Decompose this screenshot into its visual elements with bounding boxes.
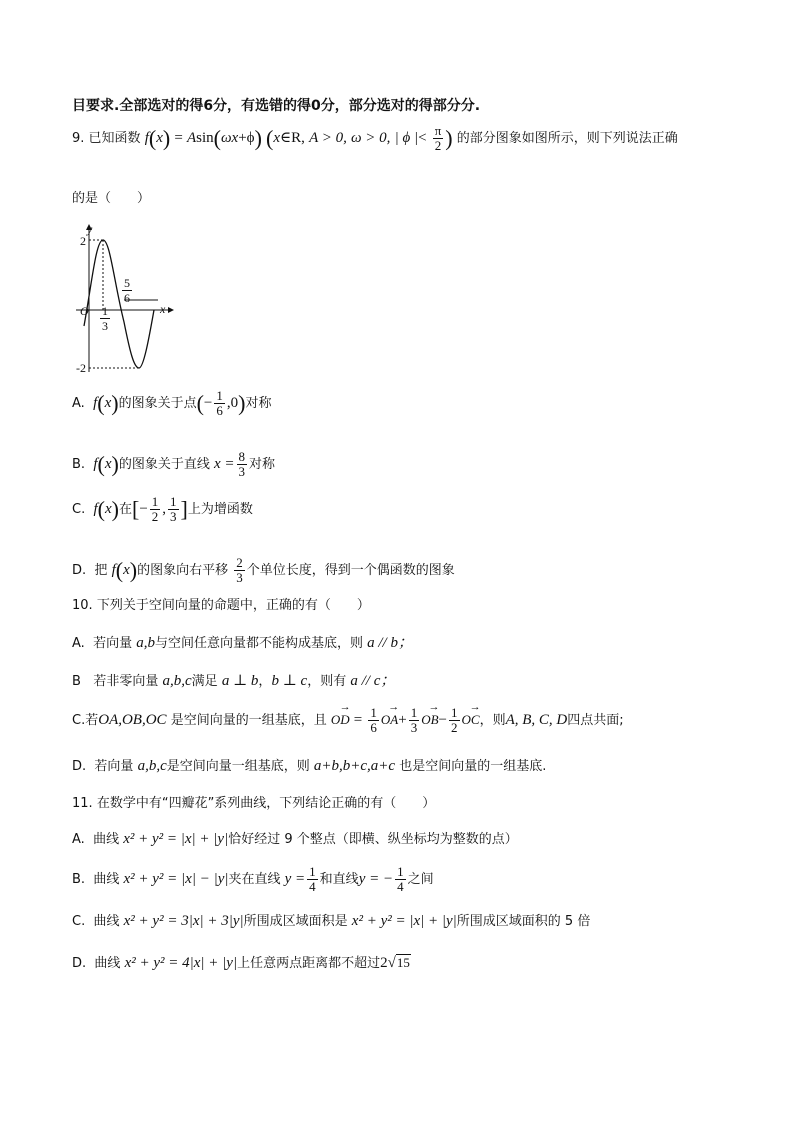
x-axis-arrow: [168, 307, 174, 313]
tick-one-third: $\frac{1}{3}$: [102, 304, 108, 333]
q11-option-c: C. 曲线 x² + y² = 3|x| + 3|y|所围成区域面积是 x² + y² = |x| + |y|所围成区域面积的 5 倍: [72, 913, 591, 929]
q9-option-c: C. f(x)在[− $\frac{1}{2}$ , $\frac{1}{3}$ ]上为增函数: [72, 494, 253, 524]
q10-option-c: C.若OA,OB,OC 是空间向量的一组基底，且 → OD = $\frac{1}{6}$ → OA+ $\frac{1}{3}$ → OB− $\frac{1}{2}$ → OC，则A, B, C, D四点共面;: [72, 706, 624, 735]
q10-option-b: B 若非零向量 a,b,c满足 a ⊥ b，b ⊥ c，则有 a // c；: [72, 673, 396, 689]
q11-option-d: D. 曲线 x² + y² = 4|x| + |y|上任意两点距离都不超过2√15: [72, 955, 410, 971]
q9-pi-over-2: $\frac{\pi}{2}$: [434, 123, 442, 153]
q10-stem: 10. 下列关于空间向量的命题中，正确的有（ ）: [72, 598, 370, 613]
x-axis-label: x: [160, 302, 166, 316]
y-bottom-label: -2: [76, 361, 86, 375]
q9-option-d: D. 把 f(x)的图象向右平移 $\frac{2}{3}$ 个单位长度，得到一个偶函数的图象: [72, 555, 455, 585]
q11-stem: 11. 在数学中有“四瓣花”系列曲线，下列结论正确的有（ ）: [72, 796, 436, 811]
y-top-label: 2: [80, 234, 86, 248]
tick-five-sixths: $\frac{5}{6}$: [124, 276, 130, 305]
q11-option-a: A. 曲线 x² + y² = |x| + |y|恰好经过 9 个整点（即横、纵坐标均为整数的点）: [72, 831, 518, 847]
origin-label: O: [80, 304, 89, 318]
sine-curve: [84, 240, 154, 368]
q11-option-b: B. 曲线 x² + y² = |x| − |y|夹在直线 y = $\frac{1}{4}$ 和直线y = − $\frac{1}{4}$ 之间: [72, 864, 434, 894]
y-axis-label: y: [87, 222, 93, 236]
q10-option-d: D. 若向量 a,b,c是空间向量一组基底，则 a+b,b+c,a+c 也是空间向量的一组基底.: [72, 758, 547, 774]
q9-option-b: B. f(x)的图象关于直线 x = $\frac{8}{3}$ 对称: [72, 449, 276, 479]
q9-number: 9.: [72, 131, 85, 146]
q9-tail: 的是（ ）: [72, 191, 151, 206]
q9-stem: 9. 已知函数 f(x) = Asin(ωx+ϕ) (x∈R, A > 0, ω > 0, | ϕ |< $\frac{\pi}{2}$ ) 的部分图象如图所示，则下列说法正确: [72, 123, 678, 153]
q9-option-a: A. f(x)的图象关于点(− $\frac{1}{6}$ ,0)对称: [72, 388, 272, 418]
q10-option-a: A. 若向量 a,b与空间任意向量都不能构成基底，则 a // b；: [72, 635, 413, 651]
section-header: 目要求.全部选对的得6分，有选错的得0分，部分选对的得部分分.: [72, 98, 481, 114]
